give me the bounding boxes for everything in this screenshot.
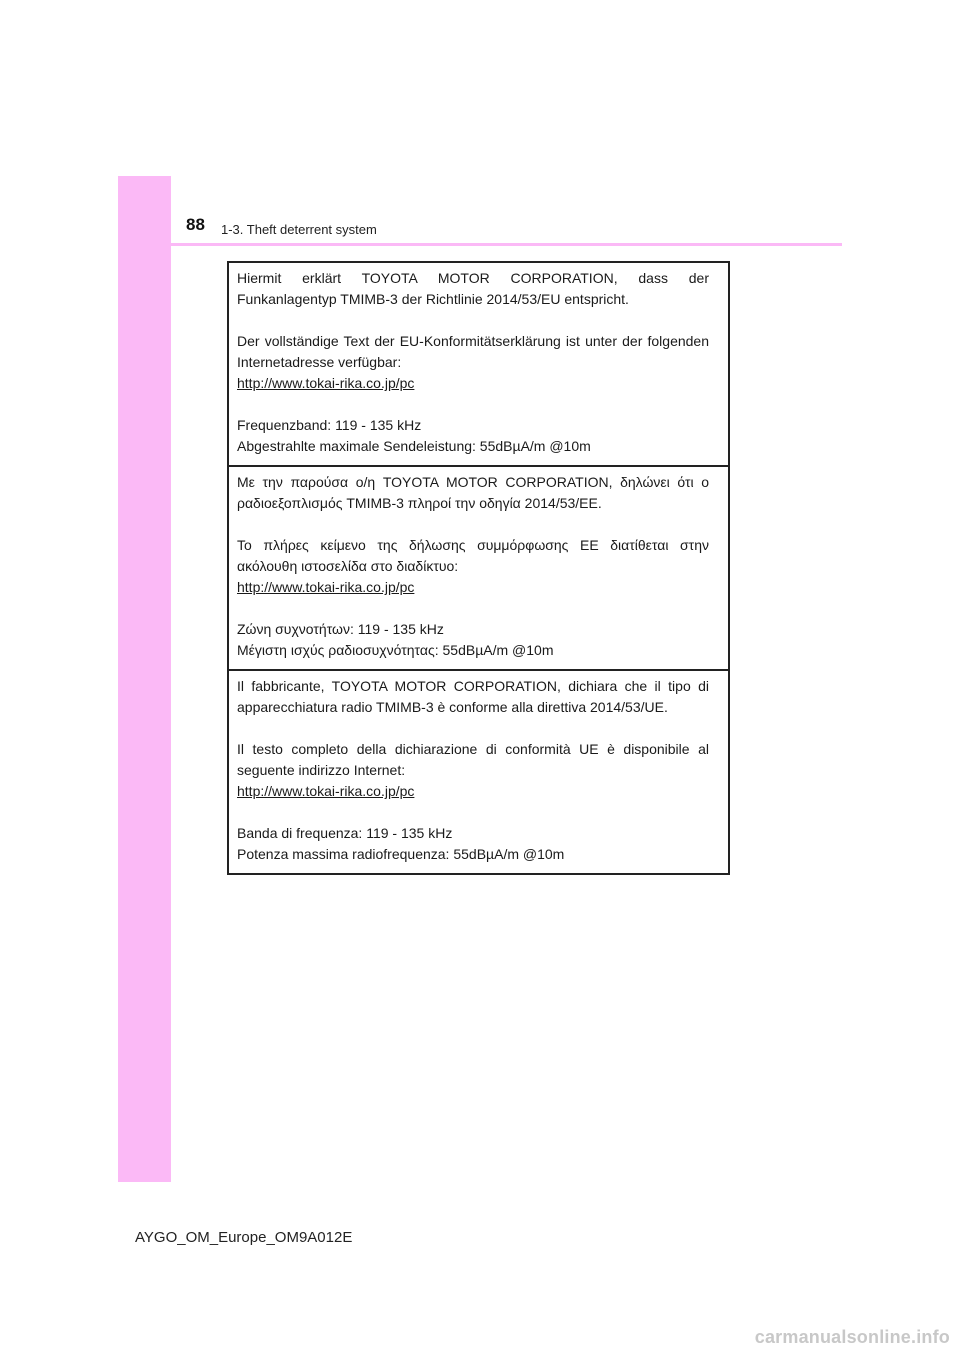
notice-greek [229, 467, 728, 671]
declaration-text: Hiermit erklärt TOYOTA MOTOR CORPORATION, dass der Funkanlagentyp TMIMB-3 der Richtlinie 2014/53/EU entspricht. [237, 270, 709, 307]
frequency-text: Frequenzband: 119 - 135 kHz [237, 417, 422, 433]
page-number: 88 [186, 215, 205, 234]
declaration-text: Il fabbricante, TOYOTA MOTOR CORPORATION, dichiara che il tipo di apparecchiatura radio TMIMB-3 è conforme alla direttiva 2014/53/UE. [237, 678, 709, 715]
declaration-url-link[interactable]: http://www.tokai-rika.co.jp/pc [237, 375, 415, 391]
side-tab-band [118, 176, 171, 1182]
availability-text: Il testo completo della dichiarazione di conformità UE è disponibile al seguente indirizzo Internet: [237, 741, 709, 778]
power-text: Μέγιστη ισχύς ραδιοσυχνότητας: 55dBµA/m @10m [237, 642, 554, 658]
watermark: carmanualsonline.info [754, 1327, 950, 1347]
notice-german [229, 263, 728, 467]
section-title: 1-3. Theft deterrent system [221, 222, 377, 237]
declaration-text: Με την παρούσα ο/η TOYOTA MOTOR CORPORATION, δηλώνει ότι ο ραδιοεξοπλισμός TMIMB-3 πληροί την οδηγία 2014/53/ΕΕ. [237, 474, 709, 511]
notice-italian [229, 671, 728, 873]
frequency-text: Ζώνη συχνοτήτων: 119 - 135 kHz [237, 621, 444, 637]
document-code: AYGO_OM_Europe_OM9A012E [135, 1229, 353, 1246]
declaration-url-link[interactable]: http://www.tokai-rika.co.jp/pc [237, 783, 415, 799]
availability-text: Το πλήρες κείμενο της δήλωσης συμμόρφωσης ΕΕ διατίθεται στην ακόλουθη ιστοσελίδα στο διαδίκτυο: [237, 537, 709, 574]
availability-text: Der vollständige Text der EU-Konformitätserklärung ist unter der folgenden Internetadresse verfügbar: [237, 333, 709, 370]
power-text: Potenza massima radiofrequenza: 55dBµA/m @10m [237, 846, 565, 862]
declaration-url-link[interactable]: http://www.tokai-rika.co.jp/pc [237, 579, 415, 595]
power-text: Abgestrahlte maximale Sendeleistung: 55dBµA/m @10m [237, 438, 591, 454]
header-rule [171, 243, 842, 246]
compliance-notice-box [227, 261, 730, 875]
frequency-text: Banda di frequenza: 119 - 135 kHz [237, 825, 453, 841]
